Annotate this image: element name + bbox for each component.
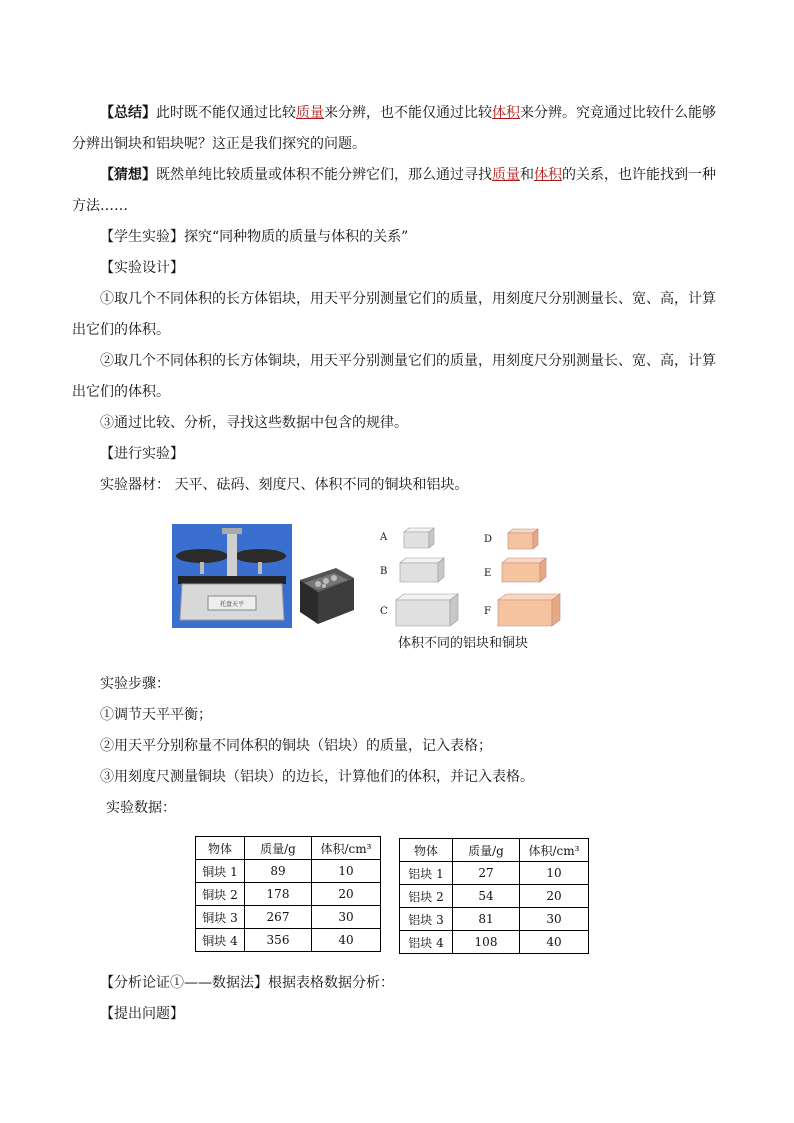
block-label-a: A [380, 532, 388, 543]
table-cell: 54 [453, 885, 520, 908]
design-step2-line1: ②取几个不同体积的长方体铜块，用天平分别测量它们的质量，用刻度尺分别测量长、宽、高，计算 [100, 353, 716, 369]
summary-paragraph-line2: 分辨出铜块和铝块呢？这正是我们探究的问题。 [72, 136, 366, 152]
block-label-d: D [484, 534, 493, 545]
table-cell: 铝块 1 [400, 862, 453, 885]
summary-text-2: 来分辨，也不能仅通过比较 [324, 105, 492, 121]
figure-caption: 体积不同的铝块和铜块 [398, 636, 529, 651]
table-row [400, 885, 589, 908]
table-cell: 20 [520, 885, 589, 908]
equipment-figure [170, 524, 570, 654]
table-row [400, 862, 589, 885]
table-cell: 铝块 4 [400, 931, 453, 954]
table-cell: 铝块 3 [400, 908, 453, 931]
summary-text-3: 来分辨。究竟通过比较什么能够 [520, 105, 716, 121]
guess-text-1: 既然单纯比较质量或体积不能分辨它们，那么通过寻找 [156, 167, 492, 183]
table-cell: 89 [245, 860, 312, 883]
step-1: ①调节天平平衡； [100, 707, 212, 723]
header-cell: 体积/cm³ [520, 839, 589, 862]
materials-line: 实验器材： 天平、砝码、刻度尺、体积不同的铜块和铝块。 [100, 477, 469, 493]
table-row [400, 908, 589, 931]
table-row [196, 906, 381, 929]
table-cell: 40 [520, 931, 589, 954]
header-cell: 质量/g [245, 837, 312, 860]
table-row [196, 860, 381, 883]
table-cell: 178 [245, 883, 312, 906]
table-cell: 81 [453, 908, 520, 931]
table-cell: 30 [520, 908, 589, 931]
block-label-e: E [484, 568, 492, 579]
table-cell: 356 [245, 929, 312, 952]
volume-term: 体积 [534, 167, 562, 183]
design-step1-line2: 出它们的体积。 [72, 322, 170, 338]
aluminum-block-b [398, 556, 446, 584]
table-cell: 30 [312, 906, 381, 929]
analysis-heading: 【分析论证①——数据法】根据表格数据分析： [100, 975, 394, 991]
step-3: ③用刻度尺测量铜块（铝块）的边长，计算他们的体积，并记入表格。 [100, 769, 534, 785]
header-cell: 物体 [196, 837, 245, 860]
weights-box-illustration [296, 558, 356, 628]
table-cell: 108 [453, 931, 520, 954]
scale-label: 托盘天平 [219, 601, 245, 608]
table-cell: 铜块 2 [196, 883, 245, 906]
guess-text-2: 的关系，也许能找到一种 [562, 167, 716, 183]
copper-block-f [496, 592, 562, 628]
aluminum-block-c [394, 592, 460, 628]
mass-term: 质量 [296, 105, 324, 121]
table-cell: 铜块 3 [196, 906, 245, 929]
table-header-row [196, 837, 381, 860]
summary-text-1: 此时既不能仅通过比较 [156, 105, 296, 121]
table-cell: 40 [312, 929, 381, 952]
summary-paragraph-line1 [100, 103, 716, 123]
block-label-b: B [380, 566, 388, 577]
guess-and: 和 [520, 167, 534, 183]
table-cell: 铜块 1 [196, 860, 245, 883]
table-header-row [400, 839, 589, 862]
aluminum-data-table [399, 838, 589, 954]
table-cell: 10 [520, 862, 589, 885]
summary-tag: 【总结】 [100, 105, 156, 121]
table-row [400, 931, 589, 954]
copper-data-table [195, 836, 381, 952]
balance-scale-illustration [172, 524, 292, 628]
student-experiment-heading: 【学生实验】探究“同种物质的质量与体积的关系” [100, 229, 409, 245]
design-step3: ③通过比较、分析，寻找这些数据中包含的规律。 [100, 415, 408, 431]
step-2: ②用天平分别称量不同体积的铜块（铝块）的质量，记入表格； [100, 738, 492, 754]
header-cell: 质量/g [453, 839, 520, 862]
table-row [196, 929, 381, 952]
guess-paragraph-line1 [100, 165, 716, 185]
table-row [196, 883, 381, 906]
table-cell: 铝块 2 [400, 885, 453, 908]
design-step1-line1: ①取几个不同体积的长方体铝块，用天平分别测量它们的质量，用刻度尺分别测量长、宽、高，计算 [100, 291, 716, 307]
copper-block-d [506, 527, 540, 551]
mass-term: 质量 [492, 167, 520, 183]
aluminum-block-a [402, 526, 436, 550]
table-cell: 铜块 4 [196, 929, 245, 952]
block-label-c: C [380, 606, 388, 617]
guess-paragraph-line2: 方法…… [72, 198, 128, 214]
data-heading: 实验数据： [106, 800, 176, 816]
design-heading: 【实验设计】 [100, 260, 184, 276]
question-heading: 【提出问题】 [100, 1006, 184, 1022]
copper-block-e [500, 556, 548, 584]
steps-heading: 实验步骤： [100, 676, 170, 692]
table-cell: 267 [245, 906, 312, 929]
header-cell: 物体 [400, 839, 453, 862]
conduct-heading: 【进行实验】 [100, 446, 184, 462]
guess-tag: 【猜想】 [100, 167, 156, 183]
table-cell: 20 [312, 883, 381, 906]
table-cell: 27 [453, 862, 520, 885]
block-label-f: F [484, 606, 491, 617]
design-step2-line2: 出它们的体积。 [72, 384, 170, 400]
volume-term: 体积 [492, 105, 520, 121]
header-cell: 体积/cm³ [312, 837, 381, 860]
table-cell: 10 [312, 860, 381, 883]
